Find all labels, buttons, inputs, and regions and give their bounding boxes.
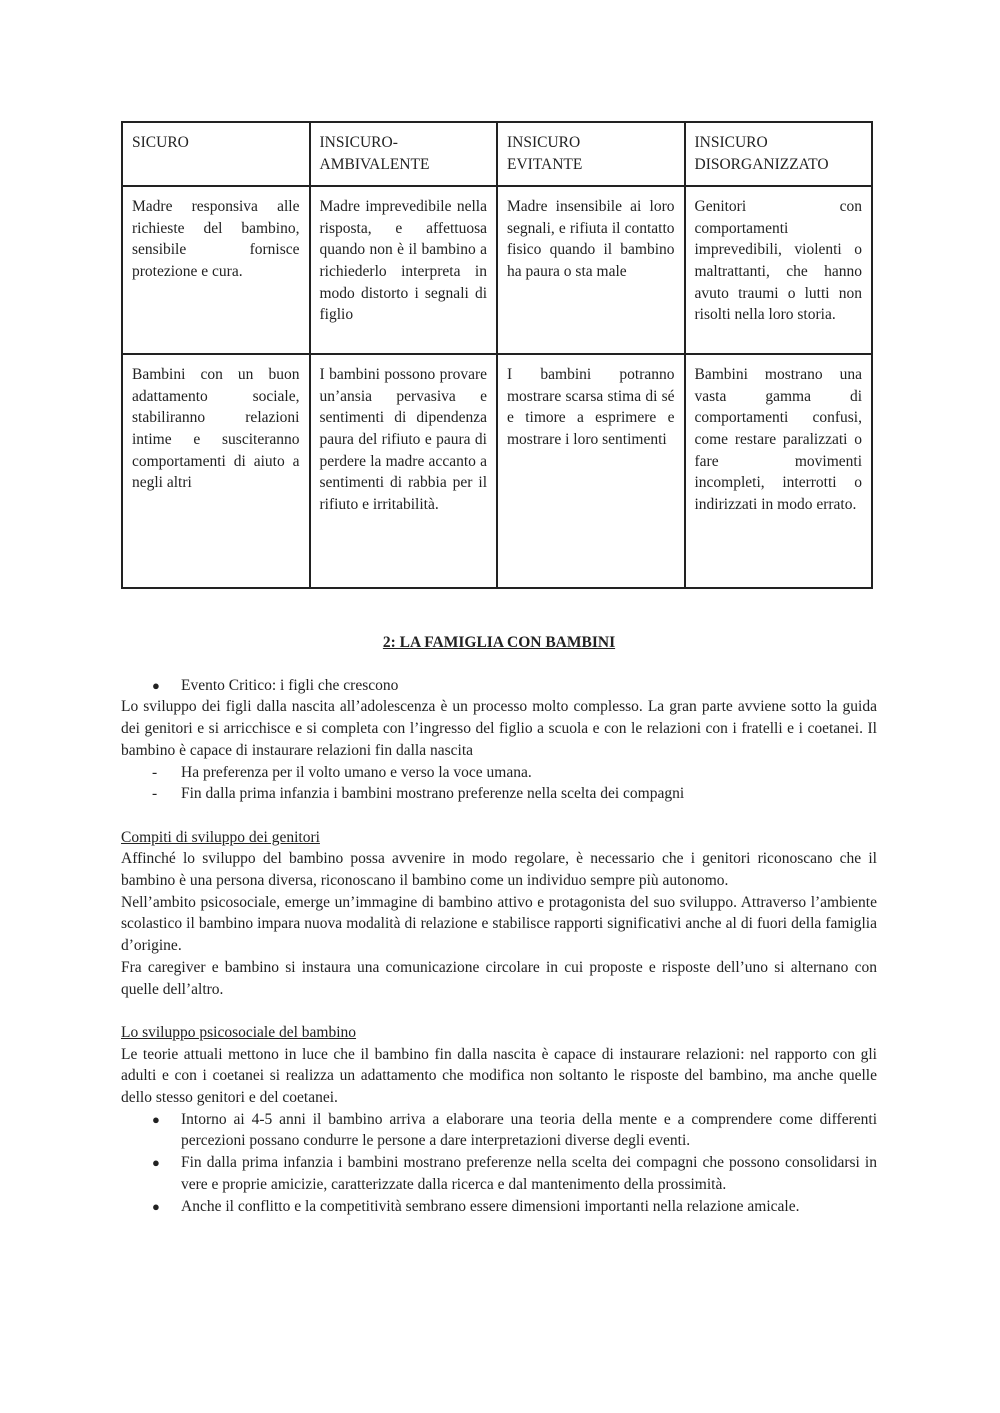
table-cell: Madre imprevedibile nella risposta, e affettuosa quando non è il bambino a richiederlo interpreta in modo distorto i segnali di figlio xyxy=(310,186,498,354)
list-item: ● Evento Critico: i figli che crescono xyxy=(121,675,877,697)
bullet-icon: ● xyxy=(152,1155,160,1171)
attachment-styles-table xyxy=(121,121,873,589)
list-item: ● Anche il conflitto e la competitività sembrano essere dimensioni importanti nella relazione amicale. xyxy=(121,1196,877,1218)
list-item: - Ha preferenza per il volto umano e verso la voce umana. xyxy=(121,762,877,784)
header-cell: INSICURO- AMBIVALENTE xyxy=(310,122,498,186)
subsection-heading: Lo sviluppo psicosociale del bambino xyxy=(121,1023,357,1041)
dash-list xyxy=(121,762,877,805)
bullet-icon: ● xyxy=(152,677,160,693)
table-cell: Genitori con comportamenti imprevedibili, violenti o maltrattanti, che hanno avuto traumi o lutti non risolti nella loro storia. xyxy=(685,186,873,354)
table-header-row xyxy=(122,122,872,186)
event-list xyxy=(121,675,877,697)
table-cell: Bambini con un buon adattamento sociale, stabiliranno relazioni intime e susciteranno comportamenti di aiuto a negli altri xyxy=(122,354,310,588)
paragraph: Nell’ambito psicosociale, emerge un’immagine di bambino attivo e protagonista del suo sviluppo. Attraverso l’ambiente scolastico il bambino impara nuova modalità di relazione e stabilisce rapporti significativi anche al di fuori della famiglia d’origine. xyxy=(121,893,877,955)
bullet-icon: ● xyxy=(152,1198,160,1214)
list-item: ● Fin dalla prima infanzia i bambini mostrano preferenze nella scelta dei compagni che possono consolidarsi in vere e proprie amicizie, caratterizzate dalla ricerca e dal mantenimento della prossimità. xyxy=(152,1154,877,1193)
spacer xyxy=(121,1000,877,1022)
list-item: ● Intorno ai 4-5 anni il bambino arriva a elaborare una teoria della mente e a comprendere come differenti percezioni possano condurre le persone a dare interpretazioni diverse degli eventi. xyxy=(152,1110,877,1150)
table-cell: I bambini potranno mostrare scarsa stima di sé e timore a esprimere e mostrare i loro sentimenti xyxy=(497,354,685,588)
spacer xyxy=(121,805,877,827)
header-cell: INSICURO DISORGANIZZATO xyxy=(685,122,873,186)
table-row xyxy=(122,354,872,588)
header-cell: SICURO xyxy=(122,122,310,186)
paragraph: Le teorie attuali mettono in luce che il bambino fin dalla nascita è capace di instaurare relazioni: nel rapporto con gli adulti e con i coetanei si realizza un adattamento che modifica non soltanto le risposte del bambino, ma anche quelle dello stesso genitori e del coetanei. xyxy=(121,1045,877,1107)
table-cell: I bambini possono provare un’ansia pervasiva e sentimenti di dipendenza paura del rifiuto e paura di perdere la madre accanto a sentimenti di rabbia per il rifiuto e irritabilità. xyxy=(310,354,498,588)
dash-icon: - xyxy=(152,763,158,781)
dash-icon: - xyxy=(152,785,158,803)
header-cell: INSICURO EVITANTE xyxy=(497,122,685,186)
intro-paragraph: Lo sviluppo dei figli dalla nascita all’adolescenza è un processo molto complesso. La gran parte avviene sotto la guida dei genitori e si arricchisce e si completa con l’ingresso del figlio a scuola e con le relazioni con i fratelli e i coetanei. Il bambino è capace di instaurare relazioni fin dalla nascita xyxy=(121,698,877,759)
table-cell: Madre responsiva alle richieste del bambino, sensibile fornisce protezione e cura. xyxy=(122,186,310,354)
bullet-icon: ● xyxy=(152,1111,160,1127)
table-row xyxy=(122,186,872,354)
document-body xyxy=(121,632,877,1217)
paragraph: Fra caregiver e bambino si instaura una comunicazione circolare in cui proposte e risposte dell’uno si alternano con quelle dell’altro. xyxy=(121,958,877,998)
section-title: 2: LA FAMIGLIA CON BAMBINI xyxy=(382,634,616,651)
paragraph: Affinché lo sviluppo del bambino possa avvenire in modo regolare, è necessario che i genitori riconoscano che il bambino è una persona diversa, riconoscano il bambino come un individuo sempre più autonomo. xyxy=(121,850,877,890)
table-cell: Madre insensibile ai loro segnali, e rifiuta il contatto fisico quando il bambino ha paura o sta male xyxy=(497,186,685,354)
subsection-heading: Compiti di sviluppo dei genitori xyxy=(121,828,320,846)
psy-bullet-list xyxy=(121,1109,877,1218)
list-item: - Fin dalla prima infanzia i bambini mostrano preferenze nella scelta dei compagni xyxy=(121,783,877,805)
table-cell: Bambini mostrano una vasta gamma di comportamenti confusi, come restare paralizzati o fare movimenti incompleti, interrotti o indirizzati in modo errato. xyxy=(685,354,873,588)
